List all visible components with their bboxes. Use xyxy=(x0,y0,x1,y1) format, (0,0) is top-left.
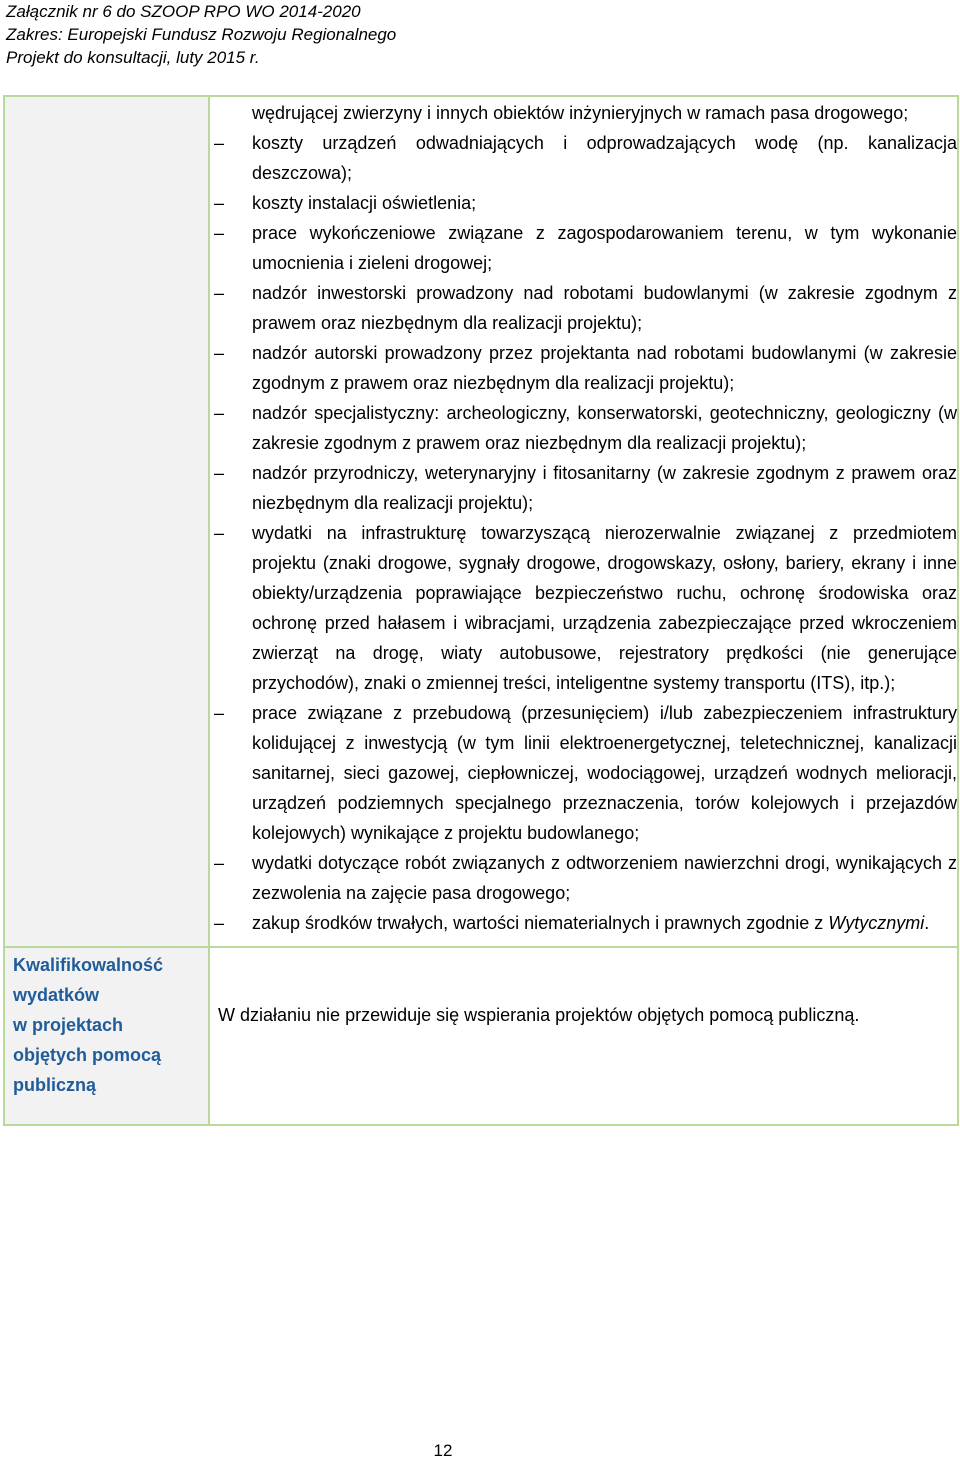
list-item xyxy=(210,908,957,946)
list-item xyxy=(210,218,957,278)
document-header xyxy=(6,0,396,69)
list-item-text: koszty instalacji oświetlenia; xyxy=(252,193,477,213)
list-item-text: wydatki na infrastrukturę towarzyszącą nierozerwalnie związanej z przedmiotem projektu (znaki drogowe, sygnały drogowe, drogowskazy, osłony, bariery, ekrany i inne obiekty/urządzenia poprawiające bezpieczeństwo ruchu, ochronę środowiska oraz ochronę przed hałasem i wibracjami, urządzenia zabezpieczające przed wkroczeniem zwierząt na drogę, wiaty autobusowe, rejestratory prędkości (nie generujące przychodów), znaki o zmiennej treści, inteligentne systemy transportu (ITS), itp.); xyxy=(252,523,957,693)
header-line-1: Załącznik nr 6 do SZOOP RPO WO 2014-2020 xyxy=(6,2,361,21)
list-item xyxy=(210,458,957,518)
list-item-text: nadzór przyrodniczy, weterynaryjny i fitosanitarny (w zakresie zgodnym z prawem oraz niezbędnym dla realizacji projektu); xyxy=(252,463,957,513)
row-content-cell xyxy=(209,947,958,1125)
dash-bullet-icon: – xyxy=(214,403,225,423)
list-item xyxy=(210,518,957,698)
list-item xyxy=(210,338,957,398)
list-item-text: koszty urządzeń odwadniających i odprowadzających wodę (np. kanalizacja deszczowa); xyxy=(252,133,957,183)
dash-bullet-icon: – xyxy=(214,523,225,543)
list-item-text: prace wykończeniowe związane z zagospodarowaniem terenu, w tym wykonanie umocnienia i zieleni drogowej; xyxy=(252,223,957,273)
criteria-table xyxy=(3,95,959,1126)
dash-bullet-icon: – xyxy=(214,853,225,873)
dash-bullet-icon: – xyxy=(214,193,225,213)
dash-bullet-icon: – xyxy=(214,343,225,363)
header-line-2: Zakres: Europejski Fundusz Rozwoju Regionalnego xyxy=(6,25,397,44)
row-label xyxy=(5,948,208,1124)
list-item xyxy=(210,188,957,218)
list-item xyxy=(210,278,957,338)
dash-bullet-icon: – xyxy=(214,703,225,723)
table-row xyxy=(4,96,958,947)
row-content-cell xyxy=(209,96,958,947)
header-line-3: Projekt do konsultacji, luty 2015 r. xyxy=(6,48,260,67)
list-item-text: nadzór inwestorski prowadzony nad robotami budowlanymi (w zakresie zgodnym z prawem oraz niezbędnym dla realizacji projektu); xyxy=(252,283,957,333)
label-line: Kwalifikowalność xyxy=(13,955,164,975)
dash-bullet-icon: – xyxy=(214,133,225,153)
eligible-costs-list xyxy=(210,128,957,908)
list-item-text: zakup środków trwałych, wartości niematerialnych i prawnych zgodnie z xyxy=(252,913,829,933)
page-number: 12 xyxy=(433,1441,453,1460)
dash-bullet-icon: – xyxy=(214,913,225,933)
table-row xyxy=(4,947,958,1125)
list-item xyxy=(210,698,957,848)
list-item-text: prace związane z przebudową (przesunięciem) i/lub zabezpieczeniem infrastruktury kolidującej z inwestycją (w tym linii elektroenergetycznej, teletechnicznej, kanalizacji sanitarnej, sieci gazowej, ciepłowniczej, wodociągowej, urządzeń wodnych melioracji, urządzeń podziemnych specjalnego przeznaczenia, torów kolejowych i przejazdów kolejowych) wynikające z projektu budowlanego; xyxy=(252,703,957,843)
list-item-text: nadzór specjalistyczny: archeologiczny, konserwatorski, geotechniczny, geologiczny (w zakresie zgodnym z prawem oraz niezbędnym dla realizacji projektu); xyxy=(252,403,957,453)
row-label-cell xyxy=(4,947,209,1125)
label-line: wydatków xyxy=(13,985,100,1005)
dash-bullet-icon: – xyxy=(214,463,225,483)
state-aid-text: W działaniu nie przewiduje się wspierania projektów objętych pomocą publiczną. xyxy=(218,1005,860,1025)
label-line: publiczną xyxy=(13,1075,97,1095)
list-item xyxy=(210,848,957,908)
list-item-text: wydatki dotyczące robót związanych z odtworzeniem nawierzchni drogi, wynikających z zezwolenia na zajęcie pasa drogowego; xyxy=(252,853,957,903)
list-item xyxy=(210,128,957,188)
continuation-text: wędrującej zwierzyny i innych obiektów inżynieryjnych w ramach pasa drogowego; xyxy=(252,103,909,123)
list-item-suffix: . xyxy=(924,913,930,933)
list-item-text: nadzór autorski prowadzony przez projektanta nad robotami budowlanymi (w zakresie zgodnym z prawem oraz niezbędnym dla realizacji projektu); xyxy=(252,343,957,393)
row-label-cell-empty xyxy=(4,96,209,947)
label-line: w projektach xyxy=(13,1015,124,1035)
label-line: objętych pomocą xyxy=(13,1045,162,1065)
dash-bullet-icon: – xyxy=(214,283,225,303)
dash-bullet-icon: – xyxy=(214,223,225,243)
list-item xyxy=(210,398,957,458)
list-item-italic: Wytycznymi xyxy=(828,913,925,933)
